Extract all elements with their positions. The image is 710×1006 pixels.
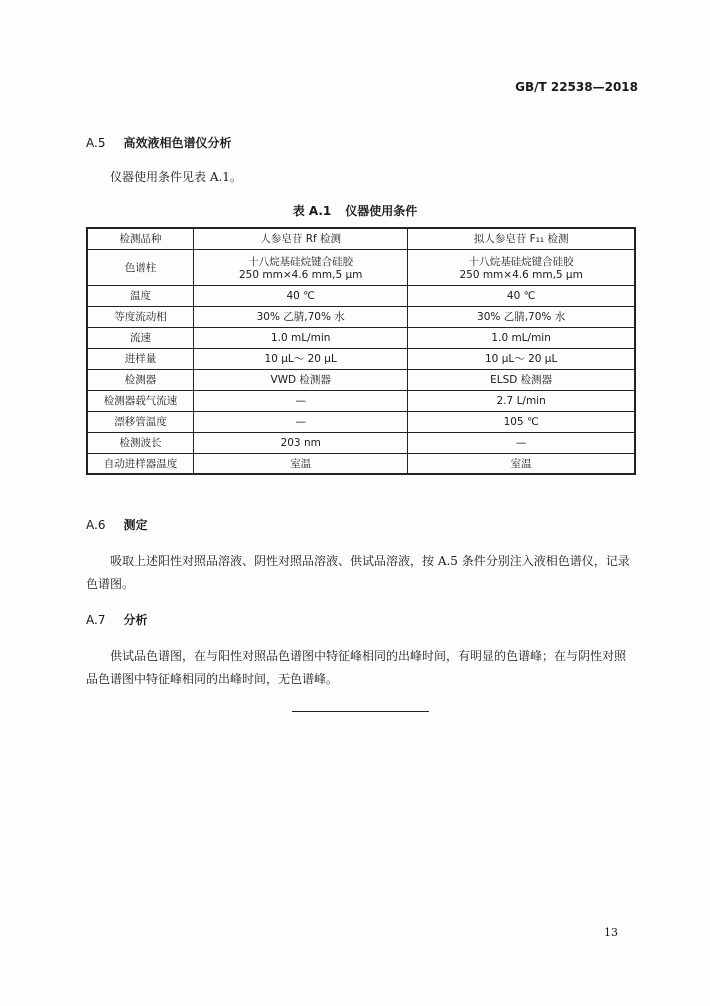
table-header-cell: 拟人参皂苷 F₁₁ 检测: [408, 228, 635, 249]
table-cell: [408, 249, 635, 285]
section-a6-text: 吸取上述阳性对照品溶液、阴性对照品溶液、供试品溶液，按 A.5 条件分别注入液相色谱仪，记录色谱图。: [86, 554, 630, 591]
table-header-row: [87, 228, 635, 249]
section-number: A.5: [86, 136, 106, 150]
table-cell: 漂移管温度: [87, 411, 194, 432]
table-cell: 105 ℃: [408, 411, 635, 432]
table-cell: 检测器: [87, 369, 194, 390]
table-row: [87, 327, 635, 348]
table-cell: 检测器载气流速: [87, 390, 194, 411]
table-cell: 10 μL～ 20 μL: [408, 348, 635, 369]
table-cell: [194, 249, 408, 285]
table-caption-title: 仪器使用条件: [345, 204, 418, 218]
table-cell: 等度流动相: [87, 306, 194, 327]
table-cell: 色谱柱: [87, 249, 194, 285]
table-row: [87, 348, 635, 369]
table-row: [87, 285, 635, 306]
cell-line: 250 mm×4.6 mm,5 μm: [459, 268, 583, 281]
table-cell: —: [194, 411, 408, 432]
table-cell: 检测波长: [87, 432, 194, 453]
section-a7-heading: [86, 611, 147, 628]
section-title: 高效液相色谱仪分析: [123, 136, 232, 150]
table-cell: 30% 乙腈,70% 水: [194, 306, 408, 327]
table-row: [87, 411, 635, 432]
table-cell: 1.0 mL/min: [194, 327, 408, 348]
section-a7-text: 供试品色谱图，在与阳性对照品色谱图中特征峰相同的出峰时间，有明显的色谱峰；在与阴性对照品色谱图中特征峰相同的出峰时间，无色谱峰。: [86, 649, 627, 686]
cell-line: 十八烷基硅烷键合硅胶: [468, 255, 574, 268]
table-cell: 2.7 L/min: [408, 390, 635, 411]
table-cell: 流速: [87, 327, 194, 348]
section-a5-heading: [86, 134, 231, 151]
page-number: 13: [604, 926, 618, 939]
table-row: [87, 453, 635, 474]
table-cell: 30% 乙腈,70% 水: [408, 306, 635, 327]
section-a6-heading: [86, 516, 147, 533]
table-caption-number: 表 A.1: [292, 204, 332, 218]
table-row: [87, 369, 635, 390]
table-header-cell: 人参皂苷 Rf 检测: [194, 228, 408, 249]
cell-line: 十八烷基硅烷键合硅胶: [248, 255, 354, 268]
instrument-conditions-table: [86, 227, 636, 475]
table-cell: —: [194, 390, 408, 411]
table-cell: 10 μL～ 20 μL: [194, 348, 408, 369]
table-cell: 室温: [408, 453, 635, 474]
cell-line: 250 mm×4.6 mm,5 μm: [239, 268, 363, 281]
table-cell: 203 nm: [194, 432, 408, 453]
table-row: [87, 249, 635, 285]
table-cell: VWD 检测器: [194, 369, 408, 390]
table-row: [87, 306, 635, 327]
standard-number: GB/T 22538—2018: [515, 80, 638, 94]
section-title: 分析: [123, 613, 148, 627]
table-cell: 温度: [87, 285, 194, 306]
table-cell: ELSD 检测器: [408, 369, 635, 390]
table-row: [87, 432, 635, 453]
section-a5-text: 仪器使用条件见表 A.1。: [110, 170, 242, 184]
table-cell: 1.0 mL/min: [408, 327, 635, 348]
table-cell: 40 ℃: [194, 285, 408, 306]
table-cell: 自动进样器温度: [87, 453, 194, 474]
table-header-cell: 检测品种: [87, 228, 194, 249]
section-number: A.7: [86, 613, 106, 627]
table-caption: [0, 202, 710, 219]
table-cell: 室温: [194, 453, 408, 474]
table-cell: 进样量: [87, 348, 194, 369]
table-row: [87, 390, 635, 411]
section-number: A.6: [86, 518, 106, 532]
table-cell: —: [408, 432, 635, 453]
end-divider: [292, 711, 429, 712]
section-title: 测定: [123, 518, 148, 532]
table-cell: 40 ℃: [408, 285, 635, 306]
